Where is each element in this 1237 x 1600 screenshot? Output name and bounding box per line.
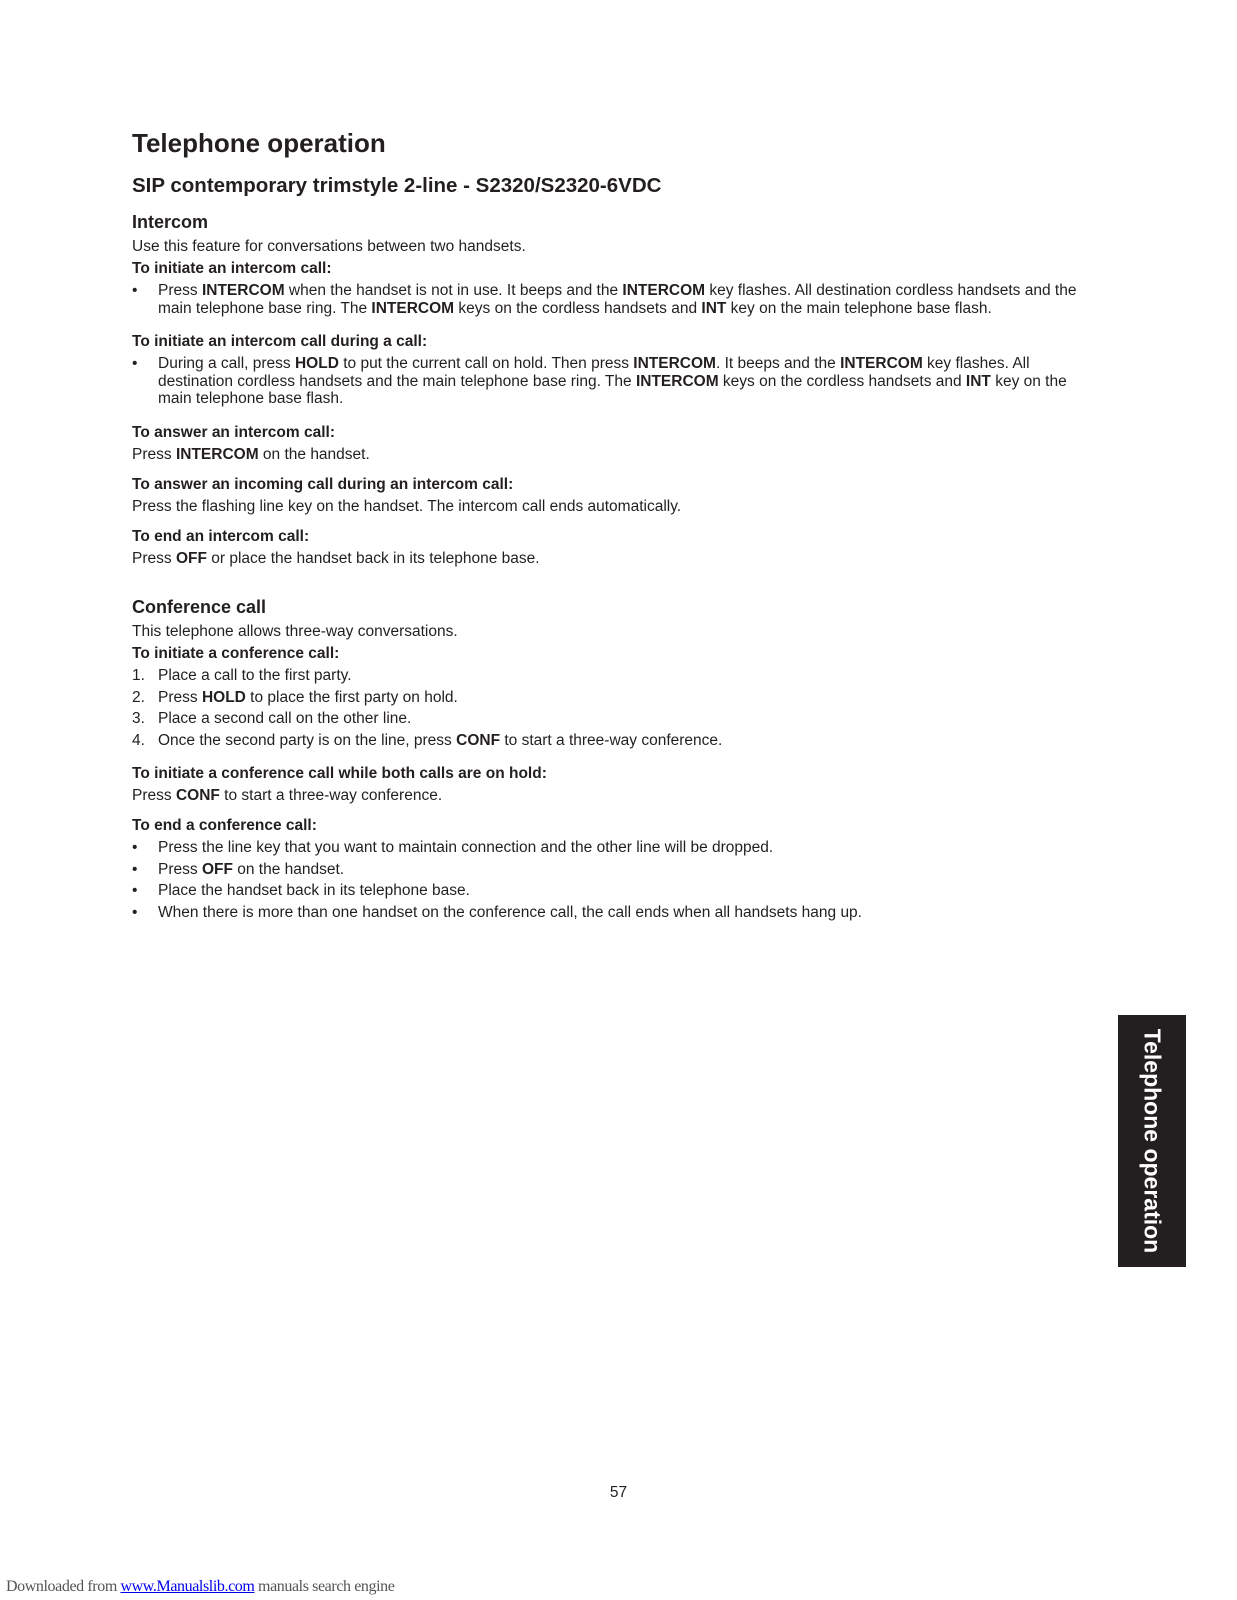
intercom-intro: Use this feature for conversations between two handsets. (132, 238, 526, 256)
list-marker: 2. (132, 688, 145, 706)
footer-suffix: manuals search engine (254, 1578, 395, 1595)
list-marker: • (132, 860, 138, 878)
list-marker: • (132, 903, 138, 921)
section-side-tab (1118, 1015, 1186, 1267)
key-name: INTERCOM (633, 355, 716, 373)
side-tab-label: Telephone operation (1139, 1028, 1166, 1254)
conference-heading: Conference call (132, 596, 267, 617)
list-item: • When there is more than one handset on the conference call, the call ends when all handsets hang up. (132, 903, 862, 921)
list-marker: 3. (132, 710, 145, 728)
conference-initiate-heading: To initiate a conference call: (132, 645, 340, 663)
list-item: 1. Place a call to the first party. (132, 667, 352, 685)
key-name: INTERCOM (622, 282, 706, 300)
key-name: CONF (456, 731, 501, 749)
conference-both-hold-text: Press CONF to start a three-way conference. (132, 787, 443, 805)
key-name: OFF (175, 549, 207, 567)
intercom-heading: Intercom (132, 211, 209, 232)
list-item: • Place the handset back in its telephone base. (132, 882, 470, 900)
list-marker: 1. (132, 667, 145, 685)
list-marker: • (132, 282, 138, 300)
key-name: INTERCOM (175, 445, 259, 463)
intercom-initiate-heading: To initiate an intercom call: (132, 260, 332, 278)
intercom-answer-text: Press INTERCOM on the handset. (132, 445, 370, 463)
key-name: OFF (201, 860, 233, 878)
list-item: • Press the line key that you want to maintain connection and the other line will be dropped. (132, 839, 774, 857)
list-item: 4. Once the second party is on the line, press CONF to start a three-way conference. (132, 731, 723, 749)
key-name: HOLD (294, 355, 339, 373)
intercom-end-heading: To end an intercom call: (132, 527, 310, 545)
page-subtitle: SIP contemporary trimstyle 2-line - S2320/S2320-6VDC (132, 174, 662, 198)
list-marker: • (132, 839, 138, 857)
list-item: • Press INTERCOM when the handset is not in use. It beeps and the INTERCOM key flashes. All destination cordless handsets and the main telephone base ring. The INTERCOM keys on the cordless handsets and INT key on the main telephone base flash. (132, 282, 1077, 317)
intercom-end-text: Press OFF or place the handset back in its telephone base. (132, 549, 540, 567)
list-item: • Press OFF on the handset. (132, 860, 345, 878)
intercom-answer-heading: To answer an intercom call: (132, 423, 335, 441)
list-marker: • (132, 355, 138, 373)
key-name: CONF (175, 787, 220, 805)
list-marker: 4. (132, 731, 145, 749)
page-content (132, 128, 1102, 925)
list-item: • During a call, press HOLD to put the current call on hold. Then press INTERCOM. It beeps and the INTERCOM key flashes. All destination cordless handsets and the main telephone base ring. The INTERCOM keys on the cordless handsets and INT key on the main telephone base flash. (132, 355, 1067, 408)
conference-initiate-list (132, 667, 1102, 749)
intercom-during-list (132, 355, 1102, 408)
intercom-answer-incoming-text: Press the flashing line key on the handset. The intercom call ends automatically. (132, 497, 682, 515)
conference-end-heading: To end a conference call: (132, 817, 317, 835)
page-title: Telephone operation (132, 128, 386, 158)
key-name: INTERCOM (201, 282, 285, 300)
intercom-answer-incoming-heading: To answer an incoming call during an intercom call: (132, 475, 514, 493)
page-number: 57 (609, 1484, 628, 1501)
key-name: INT (701, 299, 727, 317)
list-item: 3. Place a second call on the other line. (132, 710, 412, 728)
key-name: INTERCOM (371, 299, 455, 317)
list-marker: • (132, 882, 138, 900)
download-footer (6, 1578, 394, 1596)
intercom-during-heading: To initiate an intercom call during a call: (132, 333, 428, 351)
key-name: INT (965, 372, 991, 390)
key-name: HOLD (201, 688, 246, 706)
key-name: INTERCOM (840, 355, 923, 373)
footer-prefix: Downloaded from (6, 1578, 121, 1595)
footer-link[interactable]: www.Manualslib.com (120, 1578, 255, 1595)
list-item: 2. Press HOLD to place the first party on hold. (132, 688, 458, 706)
conference-intro: This telephone allows three-way conversations. (132, 623, 458, 641)
intercom-initiate-list (132, 282, 1102, 317)
conference-end-list (132, 839, 1102, 921)
key-name: INTERCOM (635, 372, 719, 390)
conference-both-hold-heading: To initiate a conference call while both calls are on hold: (132, 765, 547, 783)
